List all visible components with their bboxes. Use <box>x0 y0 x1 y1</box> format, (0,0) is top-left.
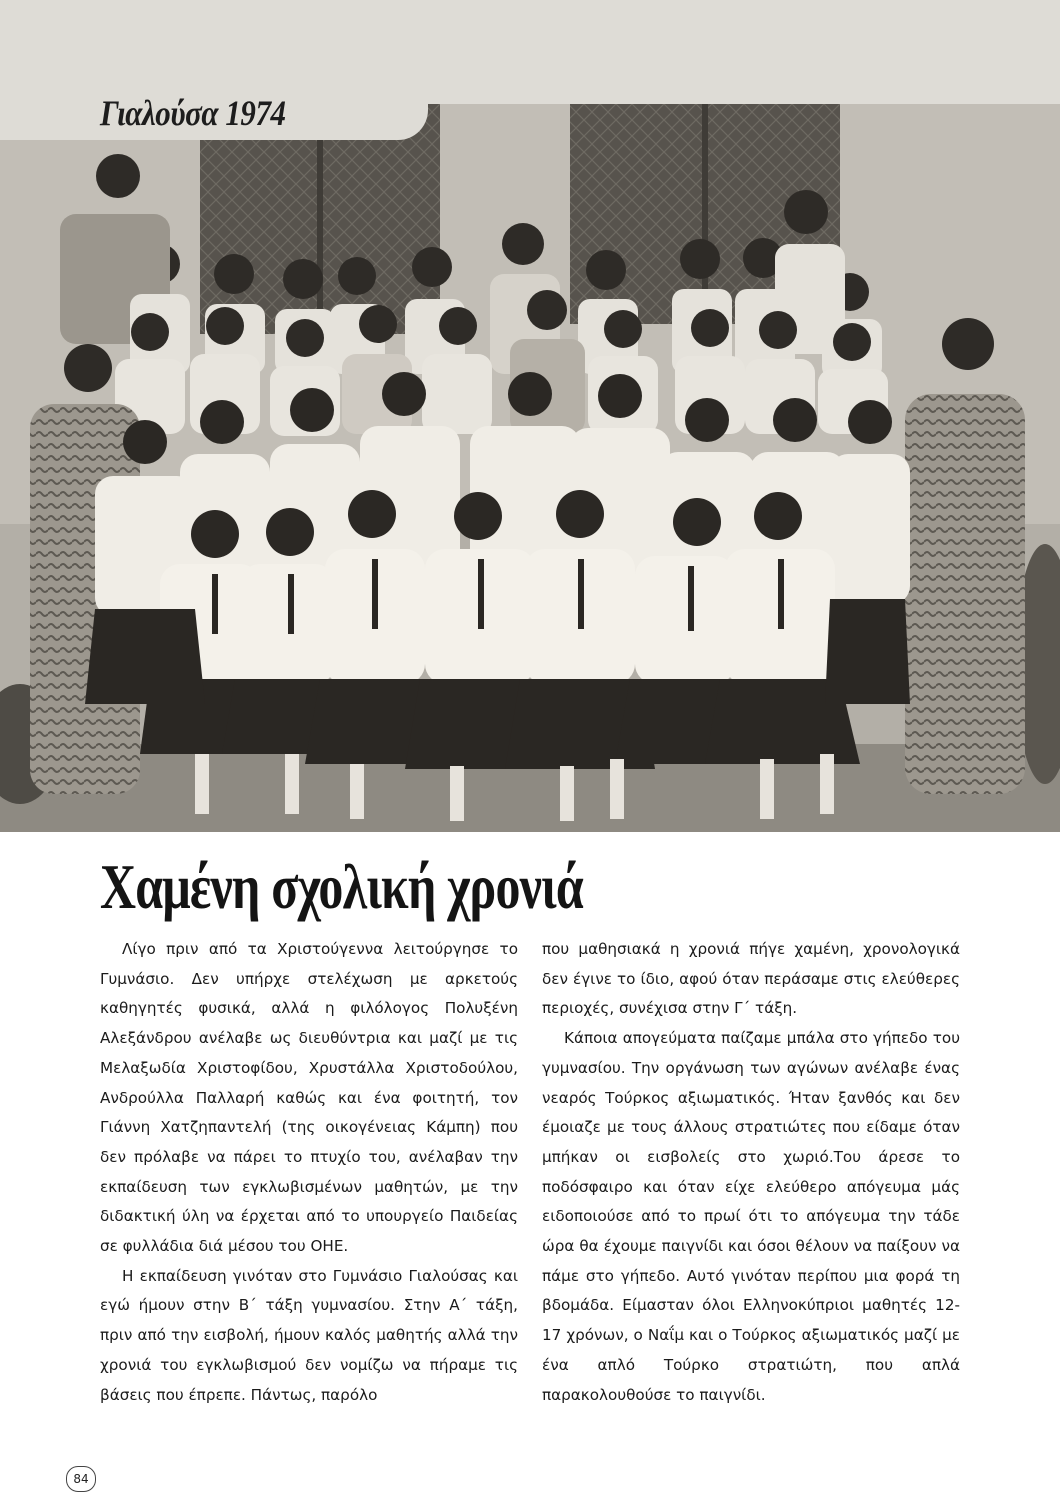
paragraph: Κάποια απογεύματα παίζαμε μπάλα στο γήπεδο του γυμνασίου. Την οργάνωση των αγώνων ανέλαβε ένας νεαρός Τούρκος αξιωματικός. Ήταν ξανθός και δεν έμοιαζε με τους άλλους στρατιώτες που είδαμε όταν μπήκαν οι εισβολείς στο χωριό.Του άρεσε το ποδόσφαιρο και όταν είχε ελεύθερο απόγευμα μάς ειδοποιούσε από το πρωί ότι το απόγευμα την τάδε ώρα θα έχουμε παιγνίδι και όσοι θέλουν να παίξουν να πάμε στο γήπεδο. Αυτό γινόταν περίπου μια φορά τη βδομάδα. Είμασταν όλοι Ελληνοκύπριοι μαθητές 12-17 χρόνων, ο Ναΐμ και ο Τούρκος αξιωματικός μαζί με ένα απλό Τούρκο στρατιώτη, που απλά παρακολουθούσε το παιγνίδι. <box>542 1029 960 1404</box>
class-photo <box>0 104 1060 832</box>
page-number: 84 <box>66 1466 96 1492</box>
school-class-photo-icon <box>0 104 1060 832</box>
article-headline: Χαμένη σχολική χρονιά <box>100 851 583 922</box>
paragraph: Λίγο πριν από τα Χριστούγεννα λειτούργησε το Γυμνάσιο. Δεν υπήρχε στελέχωση με αρκετούς καθηγητές φυσικά, αλλά η φιλόλογος Πολυξένη Αλεξάνδρου ανέλαβε ως διευθύντρια και μαζί με τις Μελαξωδία Χριστοφίδου, Χρυστάλλα Χριστοδούλου, Ανδρούλλα Παλλαρή καθώς και ένα φοιτητή, τον Γιάννη Χατζηπαντελή (της οικογένειας Κάμπη) που δεν πρόλαβε να πάρει το πτυχίο του, ανέλαβαν την εκπαίδευση των εγκλωβισμένων μαθητών, με την διδακτική ύλη να έρχεται από το υπουργείο Παιδείας σε φυλλάδια διά μέσου του ΟΗΕ. <box>100 940 518 1256</box>
place-title: Γιαλούσα 1974 <box>100 93 286 133</box>
top-band <box>0 0 1060 104</box>
paragraph: που μαθησιακά η χρονιά πήγε χαμένη, χρονολογικά δεν έγινε το ίδιο, αφού όταν περάσαμε στις ελεύθερες περιοχές, συνέχισα στην Γ΄ τάξη. <box>542 940 960 1018</box>
paragraph: Η εκπαίδευση γινόταν στο Γυμνάσιο Γιαλούσας και εγώ ήμουν στην Β΄ τάξη γυμνασίου. Στην Α΄ τάξη, πριν από την εισβολή, ήμουν καλός μαθητής αλλά την χρονιά του εγκλωβισμού δεν νομίζω να πήραμε τις βάσεις που έπρεπε. Πάντως, παρόλο <box>100 1266 518 1404</box>
article-column-right <box>542 935 960 1410</box>
article-column-left <box>100 935 518 1410</box>
